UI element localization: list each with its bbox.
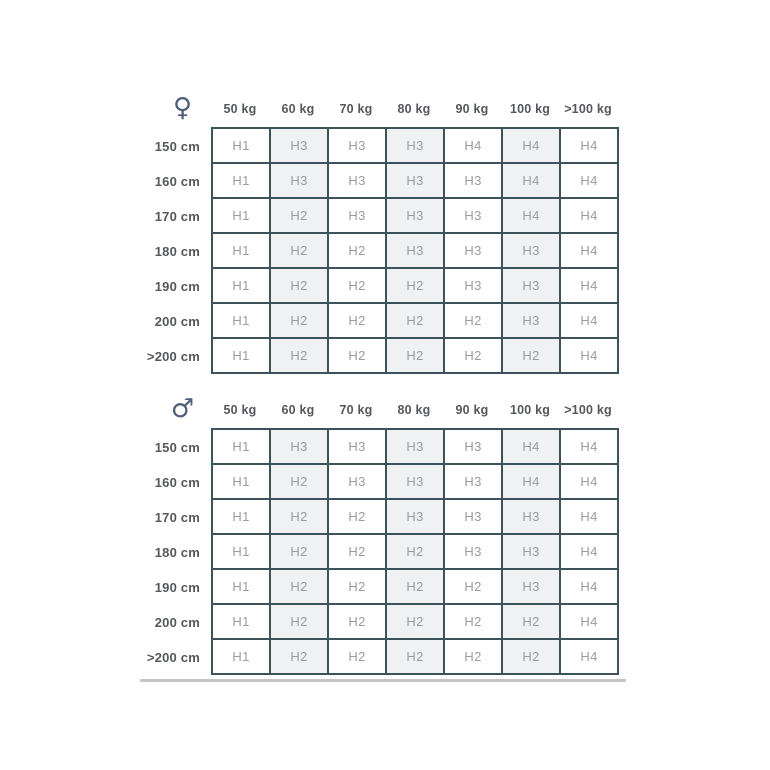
height-label: 190 cm [154, 279, 200, 294]
size-cell: H2 [329, 339, 385, 372]
size-cell: H1 [213, 570, 269, 603]
size-cell: H1 [213, 269, 269, 302]
size-cell: H3 [445, 430, 501, 463]
weight-header: 100 kg [509, 101, 551, 116]
female-icon: ♀ [172, 93, 193, 123]
size-cell: H2 [271, 339, 327, 372]
size-cell: H1 [213, 129, 269, 162]
male-icon: ♂ [170, 394, 195, 424]
size-cell: H4 [503, 199, 559, 232]
size-cell: H3 [445, 500, 501, 533]
size-cell: H1 [213, 640, 269, 673]
size-cell: H1 [213, 605, 269, 638]
size-cell: H3 [387, 234, 443, 267]
size-cell: H3 [445, 199, 501, 232]
size-cell: H2 [271, 234, 327, 267]
height-label: 200 cm [154, 314, 200, 329]
size-cell: H2 [387, 570, 443, 603]
size-grid [211, 428, 619, 675]
size-cell: H3 [445, 234, 501, 267]
size-cell: H3 [503, 500, 559, 533]
height-label: 200 cm [154, 615, 200, 630]
size-cell: H3 [271, 129, 327, 162]
size-cell: H2 [445, 570, 501, 603]
size-cell: H4 [561, 465, 617, 498]
size-cell: H3 [329, 164, 385, 197]
weight-header: 90 kg [455, 101, 489, 116]
size-cell: H2 [271, 535, 327, 568]
size-cell: H2 [271, 304, 327, 337]
size-cell: H2 [387, 640, 443, 673]
page-divider [140, 679, 626, 682]
height-labels-column [140, 430, 211, 675]
size-cell: H3 [503, 535, 559, 568]
size-cell: H1 [213, 500, 269, 533]
height-label: 170 cm [154, 209, 200, 224]
size-cell: H4 [561, 269, 617, 302]
size-cell: H2 [445, 304, 501, 337]
size-cell: H2 [387, 339, 443, 372]
size-cell: H1 [213, 535, 269, 568]
size-cell: H3 [445, 465, 501, 498]
size-cell: H3 [387, 430, 443, 463]
weight-header: 90 kg [455, 402, 489, 417]
weight-header: >100 kg [564, 101, 612, 116]
size-cell: H3 [503, 570, 559, 603]
male-size-table [140, 391, 620, 675]
size-cell: H1 [213, 339, 269, 372]
height-label: 150 cm [154, 440, 200, 455]
size-cell: H3 [503, 304, 559, 337]
size-cell: H3 [445, 164, 501, 197]
size-cell: H2 [329, 605, 385, 638]
size-cell: H1 [213, 199, 269, 232]
weight-header: 100 kg [509, 402, 551, 417]
size-cell: H3 [445, 269, 501, 302]
size-cell: H1 [213, 465, 269, 498]
size-cell: H4 [561, 500, 617, 533]
size-cell: H2 [503, 605, 559, 638]
size-cell: H2 [329, 570, 385, 603]
size-cell: H3 [503, 234, 559, 267]
height-label: 150 cm [154, 139, 200, 154]
height-label: 180 cm [154, 545, 200, 560]
weight-header: 70 kg [339, 101, 373, 116]
size-cell: H3 [387, 500, 443, 533]
size-cell: H3 [445, 535, 501, 568]
size-cell: H4 [503, 164, 559, 197]
weight-header: 80 kg [397, 402, 431, 417]
size-cell: H3 [271, 430, 327, 463]
size-cell: H3 [387, 129, 443, 162]
size-cell: H2 [387, 535, 443, 568]
size-cell: H2 [271, 640, 327, 673]
height-label: 160 cm [154, 475, 200, 490]
size-cell: H4 [561, 234, 617, 267]
size-cell: H4 [561, 430, 617, 463]
size-cell: H2 [271, 570, 327, 603]
size-cell: H2 [329, 500, 385, 533]
height-label: 160 cm [154, 174, 200, 189]
height-label: >200 cm [146, 650, 200, 665]
size-cell: H2 [387, 269, 443, 302]
size-cell: H2 [503, 339, 559, 372]
height-label: >200 cm [146, 349, 200, 364]
weight-header: 50 kg [223, 101, 257, 116]
size-cell: H4 [561, 164, 617, 197]
size-cell: H2 [271, 500, 327, 533]
size-cell: H4 [561, 339, 617, 372]
weight-header-row [140, 391, 620, 428]
size-cell: H1 [213, 234, 269, 267]
size-cell: H2 [445, 605, 501, 638]
weight-header: 80 kg [397, 101, 431, 116]
height-label: 170 cm [154, 510, 200, 525]
size-cell: H2 [503, 640, 559, 673]
size-cell: H3 [329, 430, 385, 463]
size-cell: H4 [561, 304, 617, 337]
height-labels-column [140, 129, 211, 374]
size-cell: H4 [561, 570, 617, 603]
size-cell: H2 [271, 465, 327, 498]
size-cell: H3 [271, 164, 327, 197]
size-cell: H3 [387, 164, 443, 197]
weight-header: >100 kg [564, 402, 612, 417]
size-cell: H2 [271, 199, 327, 232]
height-label: 190 cm [154, 580, 200, 595]
size-cell: H4 [503, 129, 559, 162]
size-cell: H2 [387, 304, 443, 337]
size-cell: H2 [271, 605, 327, 638]
size-cell: H2 [329, 535, 385, 568]
size-cell: H1 [213, 304, 269, 337]
size-cell: H3 [329, 465, 385, 498]
size-cell: H4 [561, 199, 617, 232]
size-grid [211, 127, 619, 374]
size-cell: H2 [329, 234, 385, 267]
size-cell: H3 [329, 199, 385, 232]
size-cell: H2 [271, 269, 327, 302]
size-cell: H1 [213, 430, 269, 463]
size-cell: H2 [329, 640, 385, 673]
size-cell: H4 [561, 535, 617, 568]
size-cell: H1 [213, 164, 269, 197]
weight-header: 60 kg [281, 101, 315, 116]
size-cell: H2 [329, 269, 385, 302]
size-cell: H4 [561, 640, 617, 673]
female-size-table [140, 90, 620, 374]
size-cell: H4 [561, 129, 617, 162]
size-cell: H2 [387, 605, 443, 638]
size-cell: H4 [561, 605, 617, 638]
weight-header: 60 kg [281, 402, 315, 417]
size-cell: H3 [503, 269, 559, 302]
height-label: 180 cm [154, 244, 200, 259]
size-cell: H4 [445, 129, 501, 162]
size-cell: H2 [445, 339, 501, 372]
weight-header-row [140, 90, 620, 127]
size-cell: H2 [445, 640, 501, 673]
size-cell: H3 [387, 465, 443, 498]
weight-header: 50 kg [223, 402, 257, 417]
size-cell: H2 [329, 304, 385, 337]
size-cell: H4 [503, 465, 559, 498]
size-cell: H4 [503, 430, 559, 463]
weight-header: 70 kg [339, 402, 373, 417]
size-cell: H3 [329, 129, 385, 162]
size-cell: H3 [387, 199, 443, 232]
